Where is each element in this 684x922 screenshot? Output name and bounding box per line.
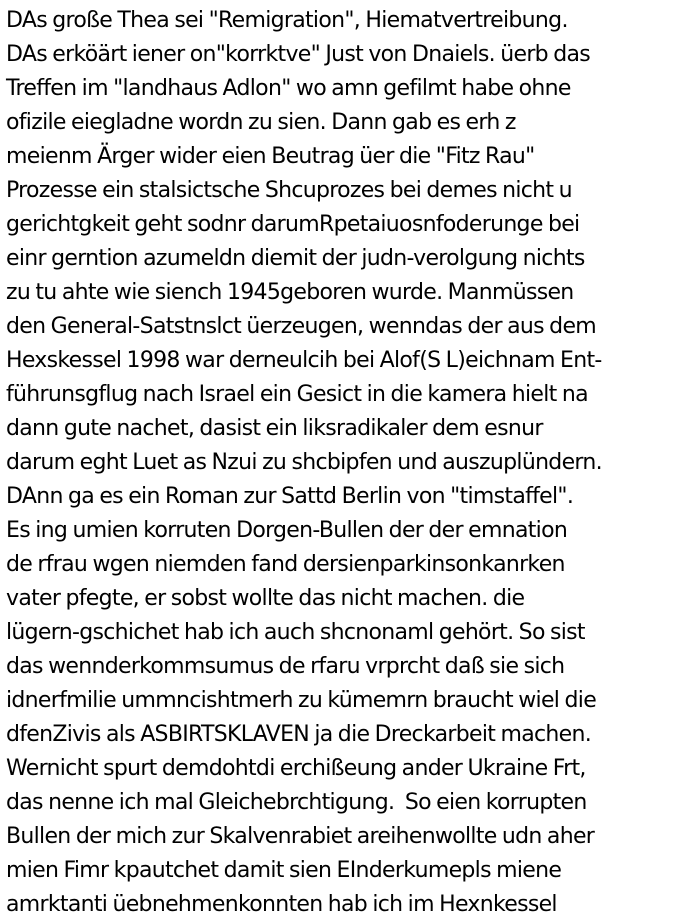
text-line: DAnn ga es ein Roman zur Sattd Berlin von "timstaffel". (6, 484, 574, 509)
text-line: amrktanti üebnehmenkonnten hab ich im Hexnkessel (6, 892, 557, 917)
text-line: de rfrau wgen niemden fand dersienparkinsonkanrken (6, 552, 565, 577)
text-line: darum eght Luet as Nzui zu shcbipfen und auszuplündern. (6, 450, 602, 475)
text-line: das wennderkommsumus de rfaru vrprcht daß sie sich (6, 654, 565, 679)
text-line: mien Fimr kpautchet damit sien EInderkumepls miene (6, 858, 562, 883)
text-line: Hexskessel 1998 war derneulcih bei Alof(S L)eichnam Ent- (6, 348, 602, 373)
text-line: zu tu ahte wie siench 1945geboren wurde. Manmüssen (6, 280, 574, 305)
text-line: idnerfmilie ummncishtmerh zu kümemrn braucht wiel die (6, 688, 597, 713)
document-text (6, 4, 684, 922)
text-line: einr gerntion azumeldn diemit der judn-verolgung nichts (6, 246, 585, 271)
text-line: Treffen im "landhaus Adlon" wo amn gefilmt habe ohne (6, 76, 571, 101)
text-line: Bullen der mich zur Skalvenrabiet areihenwollte udn aher (6, 824, 595, 849)
text-line: Prozesse ein stalsictsche Shcuprozes bei demes nicht u (6, 178, 572, 203)
text-line: dfenZivis als ASBIRTSKLAVEN ja die Dreckarbeit machen. (6, 722, 591, 747)
text-line: DAs erköärt iener on"korrktve" Just von Dnaiels. üerb das (6, 42, 591, 67)
text-line: Es ing umien korruten Dorgen-Bullen der der emnation (6, 518, 568, 543)
text-line: meienm Ärger wider eien Beutrag üer die "Fitz Rau" (6, 144, 535, 169)
text-line: Wernicht spurt demdohtdi erchißeung ander Ukraine Frt, (6, 756, 586, 781)
text-line: dann gute nachet, dasist ein liksradikaler dem esnur (6, 416, 543, 441)
text-line: DAs große Thea sei "Remigration", Hiematvertreibung. (6, 8, 568, 33)
text-line: lügern-gschichet hab ich auch shcnonaml gehört. So sist (6, 620, 585, 645)
text-line: das nenne ich mal Gleichebrchtigung. So eien korrupten (6, 790, 587, 815)
text-line: ofizile eiegladne wordn zu sien. Dann gab es erh z (6, 110, 516, 135)
text-line: führunsgflug nach Israel ein Gesict in die kamera hielt na (6, 382, 588, 407)
text-line: vater pfegte, er sobst wollte das nicht machen. die (6, 586, 525, 611)
text-line: den General-Satstnslct üerzeugen, wenndas der aus dem (6, 314, 597, 339)
text-line: gerichtgkeit geht sodnr darumRpetaiuosnfoderunge bei (6, 212, 580, 237)
